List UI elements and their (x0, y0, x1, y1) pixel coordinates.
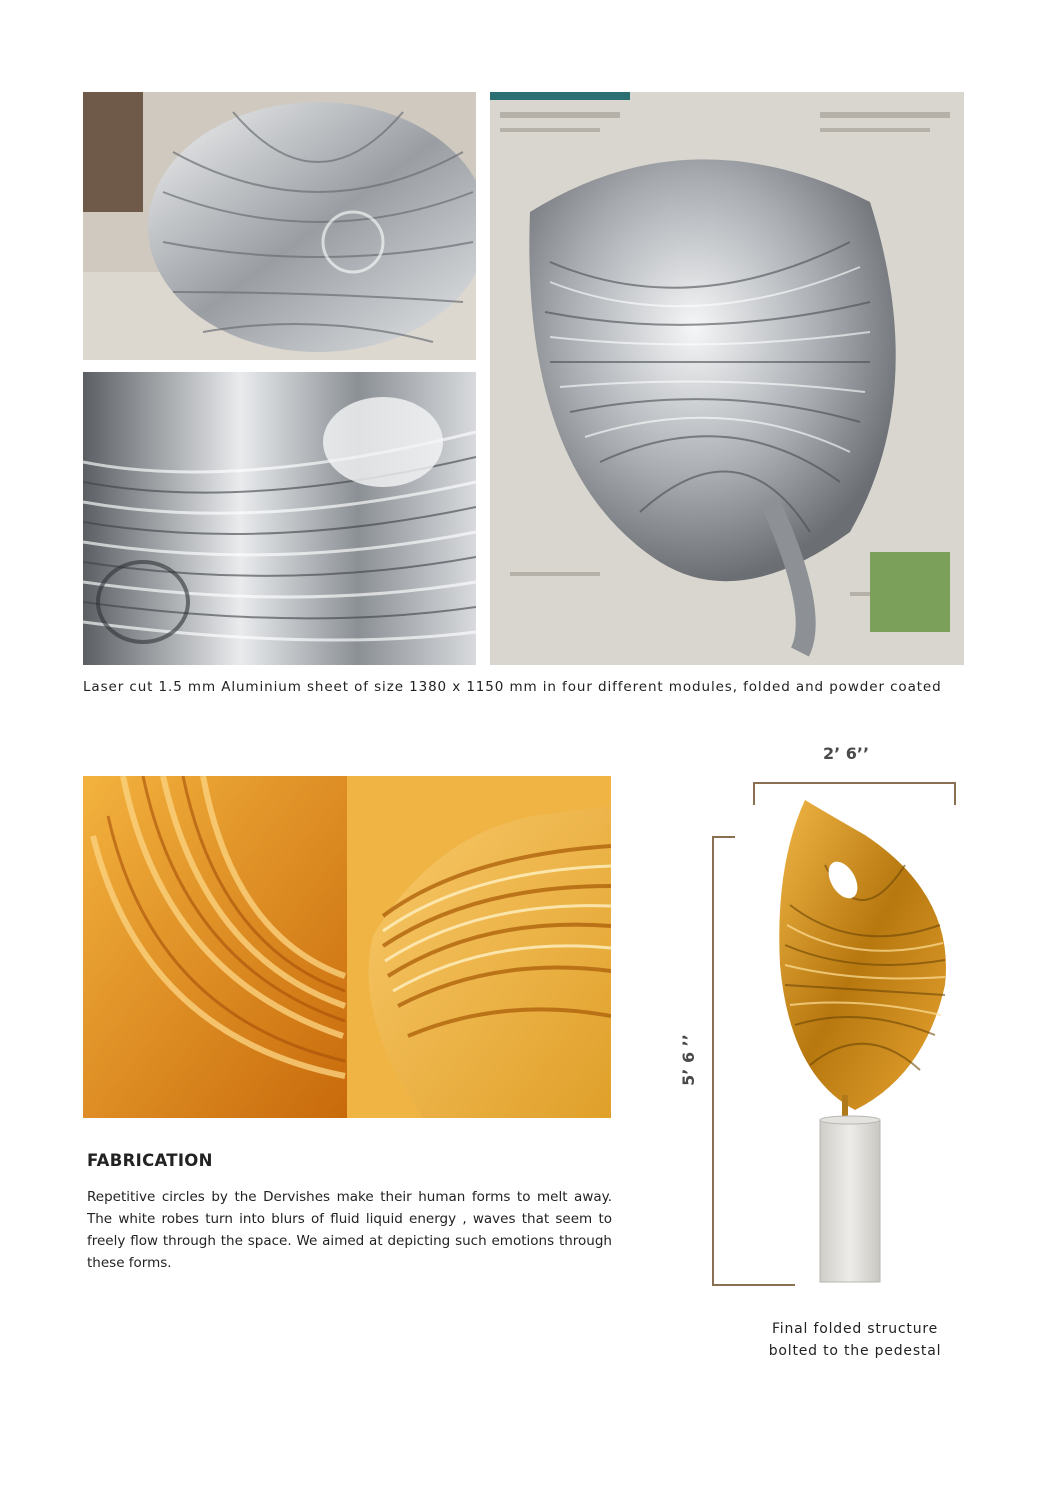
aluminium-photo-on-newspaper (490, 92, 964, 665)
height-dimension-label: 5’ 6 ’’ (679, 1034, 698, 1086)
caption-final-line2: bolted to the pedestal (768, 1343, 942, 1359)
gold-folds-photo (83, 776, 611, 1118)
section-heading: FABRICATION (87, 1151, 213, 1170)
final-structure-photo (705, 775, 965, 1290)
caption-final-structure (755, 1318, 955, 1362)
section-body-text: Repetitive circles by the Dervishes make their human forms to melt away. The white robes turn into blurs of fluid liquid energy , waves that seem to freely flow through the space. We aimed at depicting such emotions through these forms. (87, 1189, 612, 1271)
width-dimension-label: 2’ 6’’ (822, 744, 870, 763)
caption-aluminium-sheet: Laser cut 1.5 mm Aluminium sheet of size 1380 x 1150 mm in four different modules, folded and powder coated (83, 679, 942, 695)
aluminium-photo-closeup (83, 372, 476, 665)
caption-final-line1: Final folded structure (771, 1321, 939, 1337)
aluminium-photo-top-left (83, 92, 476, 360)
